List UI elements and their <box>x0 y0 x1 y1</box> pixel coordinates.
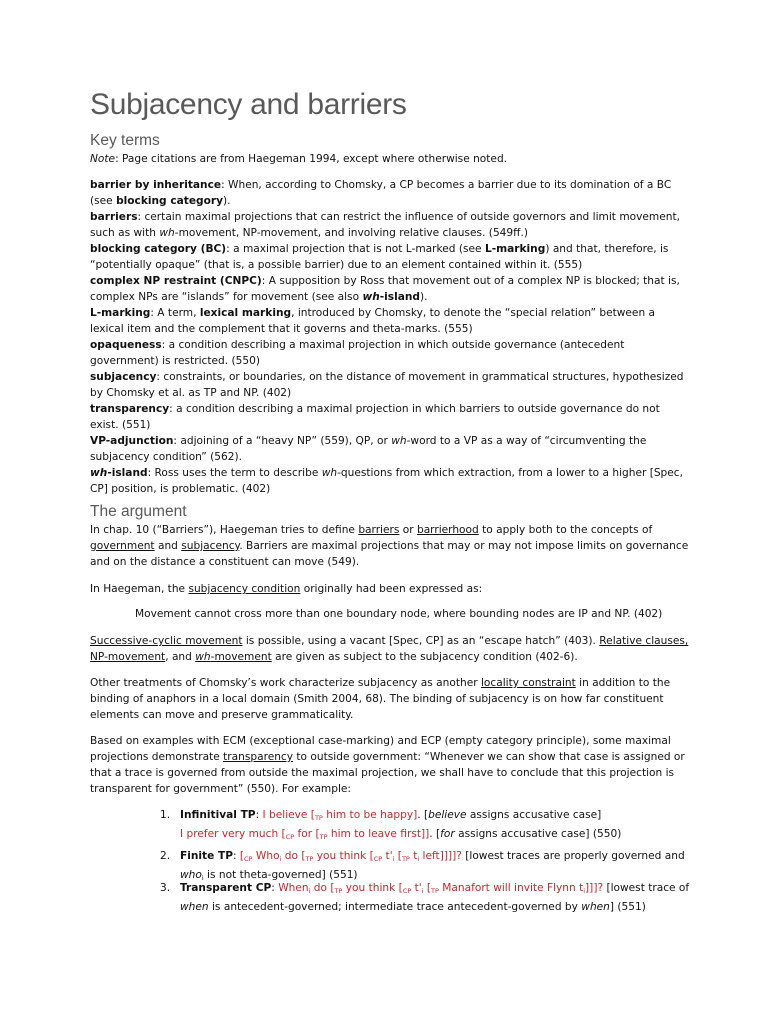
argument-paragraph: Based on examples with ECM (exceptional case-marking) and ECP (empty category principle), some maximal projections demonstrate transparency to outside government: “Whenever we can show that case is assigned or that a trace is governed from outside the maximal projection, we shall have to conclude that this projection is transparent for government” (550). For example: <box>90 735 685 795</box>
document-page: Subjacency and barriers Key terms Note: Page citations are from Haegeman 1994, except where otherwise noted. barrier by inheritance: When, according to Chomsky, a CP becomes a barrier due to its domination of a BC (see blocking category). barriers: certain maximal projections that can restrict the influence of outside governors and limit movement, such as with wh-movement, NP-movement, and involving relative clauses. (549ff.) blocking category (BC): a maximal projection that is not L-marked (see L-marking) and that, therefore, is “potentially opaque” (that is, a possible barrier) due to an element contained within it. (555) complex NP restraint (CNPC): A supposition by Ross that movement out of a complex NP is blocked; that is, complex NPs are “islands” for movement (see also wh-island). L-marking: A term, lexical marking, introduced by Chomsky, to denote the “special relation” between a lexical item and the complement that it governs and theta-marks. (555) opaqueness: a condition describing a maximal projection in which outside governance (antecedent government) is restricted. (550) subjacency: constraints, or boundaries, on the distance of movement in grammatical structures, hypothesized by Chomsky et al. as TP and NP. (402) transparency: a condition describing a maximal projection in which barriers to outside governance do not exist. (551) VP-adjunction: adjoining of a “heavy NP” (559), QP, or wh-word to a VP as a way of “circumventing the subjacency condition” (562). wh-island: Ross uses the term to describe wh-questions from which extraction, from a lower to a higher [Spec, CP] position, is problematic. (402) The argument In chap. 10 (“Barriers”), Haegeman tries to define barriers or barrierhood to apply both to the concepts of government and subjacency. Barriers are maximal projections that may or may not impose limits on governance and on the distance a constituent can move (549). In Haegeman, the subjacency condition originally had been expressed as: Movement cannot cross more than one boundary node, where bounding nodes are IP and NP. (402) Successive-cyclic movement is possible, using a vacant [Spec, CP] as an “escape hatch” (403). Relative clauses, NP-movement, and wh-movement are given as subject to the subjacency condition (402-6). Other treatments of Chomsky’s work characterize subjacency as another locality constraint in addition to the binding of anaphors in a local domain (Smith 2004, 68). The binding of subjacency is on how far constituent elements can move and preserve grammaticality. Based on examples with ECM (exceptional case-marking) and ECP (empty category principle), some maximal projections demonstrate transparency to outside government: “Whenever we can show that case is assigned or that a trace is governed from outside the maximal projection, we shall have to conclude that this projection is transparent for government” (550). For example: 1. Infinitival TP: I believe [$_{TP}$ him to be happy]. [believe assigns accusative case] I prefer very much [$_{CP}$ for [$_{TP}$ him to leave first]]. [for assigns accusative case] (550) 2. Finite TP: [$_{CP}$ Who$_i$ do [$_{TP}$ you think [$_{CP}$ $t'_i$ [$_{TP}$ $t_i$ left]]]]? [lowest traces are properly governed and who$_i$ is not theta-governed] (551) 3. Transparent CP: When$_i$ do [$_{TP}$ you think [$_{CP}$ $t'_i$ [$_{TP}$ Manafort will invite Flynn $t_i$]]]? [lowest trace of when is antecedent-governed; intermediate trace antecedent-governed by when] (551) <box>0 0 768 1024</box>
glossary-cross-ref: blocking category <box>116 195 223 207</box>
glossary-term: opaqueness <box>90 339 162 351</box>
block-quote: Movement cannot cross more than one boundary node, where bounding nodes are IP and NP. (402) <box>135 608 663 620</box>
glossary-entry: barrier by inheritance: When, according to Chomsky, a CP becomes a barrier due to its domination of a BC (see blocking category). <box>90 179 672 207</box>
argument-paragraph: Other treatments of Chomsky’s work characterize subjacency as another locality constraint in addition to the binding of anaphors in a local domain (Smith 2004, 68). The binding of subjacency is on how far constituent elements can move and preserve grammaticality. <box>90 677 671 721</box>
example-number: 1. <box>160 809 171 821</box>
key-terms-heading: Key terms <box>90 132 160 149</box>
example-label: Infinitival TP <box>180 809 256 821</box>
glossary-term: subjacency <box>90 371 157 383</box>
glossary-term: barrier by inheritance <box>90 179 222 191</box>
glossary-entry: L-marking: A term, lexical marking, introduced by Chomsky, to denote the “special relation” between a lexical item and the complement that it governs and theta-marks. (555) <box>90 307 656 335</box>
citation-note: Note: Page citations are from Haegeman 1994, except where otherwise noted. <box>90 153 508 165</box>
glossary-entry: barriers: certain maximal projections that can restrict the influence of outside governors and limit movement, such as with wh-movement, NP-movement, and involving relative clauses. (549ff.) <box>90 211 680 239</box>
glossary-entry: blocking category (BC): a maximal projection that is not L-marked (see L-marking) and that, therefore, is “potentially opaque” (that is, a possible barrier) due to an element contained within it. (555) <box>90 243 669 271</box>
glossary-term: L-marking <box>90 307 151 319</box>
glossary-term: blocking category (BC) <box>90 243 227 255</box>
argument-paragraph: Successive-cyclic movement is possible, using a vacant [Spec, CP] as an “escape hatch” (403). Relative clauses, NP-movement, and wh-movement are given as subject to the subjacency condition (402-6). <box>90 635 689 663</box>
example-label: Transparent CP <box>180 882 272 894</box>
argument-paragraph: In chap. 10 (“Barriers”), Haegeman tries to define barriers or barrierhood to apply both to the concepts of government and subjacency. Barriers are maximal projections that may or may not impose limits on governance and on the distance a constituent can move (549). <box>90 524 689 568</box>
argument-paragraph: In Haegeman, the subjacency condition originally had been expressed as: <box>90 583 483 595</box>
page-title: Subjacency and barriers <box>90 88 407 121</box>
example-label: Finite TP <box>180 850 233 862</box>
argument-heading: The argument <box>90 503 187 520</box>
glossary-cross-ref: -island <box>379 291 421 303</box>
glossary-entry: subjacency: constraints, or boundaries, on the distance of movement in grammatical structures, hypothesized by Chomsky et al. as TP and NP. (402) <box>90 371 684 399</box>
example-number: 3. <box>160 882 171 894</box>
glossary-term: transparency <box>90 403 170 415</box>
glossary-term: -island <box>107 467 148 479</box>
glossary-term: VP-adjunction <box>90 435 174 447</box>
glossary-term: barriers <box>90 211 138 223</box>
glossary-entry: opaqueness: a condition describing a maximal projection in which outside governance (antecedent government) is restricted. (550) <box>90 339 625 367</box>
glossary-entry: VP-adjunction: adjoining of a “heavy NP” (559), QP, or wh-word to a VP as a way of “circumventing the subjacency condition” (562). <box>90 435 647 463</box>
glossary-entry: complex NP restraint (CNPC): A supposition by Ross that movement out of a complex NP is blocked; that is, complex NPs are “islands” for movement (see also wh-island). <box>90 275 680 303</box>
glossary-term: complex NP restraint (CNPC) <box>90 275 262 287</box>
glossary-cross-ref: lexical marking <box>199 307 292 319</box>
glossary-entry: wh-island: Ross uses the term to describe wh-questions from which extraction, from a lower to a higher [Spec, CP] position, is problematic. (402) <box>90 467 683 495</box>
glossary-list <box>90 177 690 497</box>
glossary-cross-ref: L-marking <box>484 243 546 255</box>
glossary-entry: transparency: a condition describing a maximal projection in which barriers to outside governance do not exist. (551) <box>90 403 660 431</box>
example-number: 2. <box>160 850 171 862</box>
